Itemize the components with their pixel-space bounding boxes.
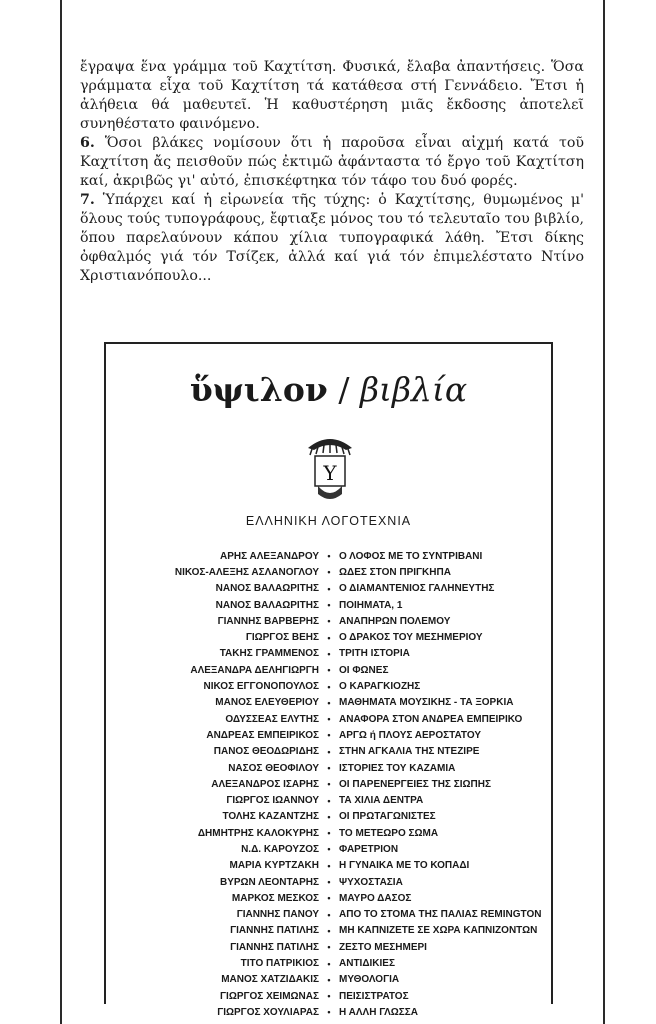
book-row [106, 678, 551, 694]
book-row [106, 711, 551, 727]
publisher-logo-icon [302, 428, 358, 504]
book-author: ΑΡΗΣ ΑΛΕΞΑΝΔΡΟΥ [220, 550, 319, 562]
book-row [106, 581, 551, 597]
bullet-icon: • [327, 828, 331, 839]
book-title: Ο ΔΡΑΚΟΣ ΤΟΥ ΜΕΣΗΜΕΡΙΟΥ [339, 632, 483, 644]
right-margin-rule [603, 0, 605, 1024]
book-row [106, 972, 551, 988]
book-row [106, 744, 551, 760]
bullet-icon: • [327, 583, 331, 594]
bullet-icon: • [327, 844, 331, 855]
book-author: ΓΙΑΝΝΗΣ ΠΑΝΟΥ [236, 909, 319, 921]
book-title: ΤΑ ΧΙΛΙΑ ΔΕΝΤΡΑ [339, 795, 424, 807]
book-author: ΓΙΑΝΝΗΣ ΠΑΤΙΛΗΣ [230, 941, 319, 953]
book-title: Η ΓΥΝΑΙΚΑ ΜΕ ΤΟ ΚΟΠΑΔΙ [339, 860, 470, 872]
book-title: ΣΤΗΝ ΑΓΚΑΛΙΑ ΤΗΣ ΝΤΕΖΙΡΕ [339, 746, 480, 758]
brand-separator: / [338, 370, 350, 409]
book-title: ΜΗ ΚΑΠΝΙΖΕΤΕ ΣΕ ΧΩΡΑ ΚΑΠΝΙΖΟΝΤΩΝ [339, 925, 538, 937]
bullet-icon: • [327, 942, 331, 953]
book-author: ΠΑΝΟΣ ΘΕΟΔΩΡΙΔΗΣ [213, 746, 319, 758]
note-6 [80, 134, 584, 191]
note-text: Ὑπάρχει καί ἡ εἰρωνεία τῆς τύχης: ὁ Καχτίτσης, θυμωμένος μ' ὅλους τούς τυπογράφους, ἔφτιαξε μόνος του τό τελευταῖο του βιβλίο, ὅπου παρελαύνουν κάπου χίλια τυπογραφικά λάθη. Ἔτσι δίκης ὀφθαλμός γιά τόν Τσίζεκ, ἀλλά καί γιά τόν ἐπιμελέστατο Ντίνο Χριστιανόπουλο... [80, 192, 584, 284]
bullet-icon: • [327, 893, 331, 904]
left-margin-rule [60, 0, 62, 1024]
book-row [106, 760, 551, 776]
book-title: ΦΑΡΕΤΡΙΟΝ [339, 843, 399, 855]
bullet-icon: • [327, 925, 331, 936]
book-row [106, 629, 551, 645]
bullet-icon: • [327, 714, 331, 725]
bullet-icon: • [327, 860, 331, 871]
bullet-icon: • [327, 811, 331, 822]
bullet-icon: • [327, 616, 331, 627]
book-author: ΜΑΡΙΑ ΚΥΡΤΖΑΚΗ [229, 860, 319, 872]
book-row [106, 809, 551, 825]
note-number: 7. [80, 192, 95, 208]
book-author: ΑΛΕΞΑΝΔΡΟΣ ΙΣΑΡΗΣ [211, 778, 319, 790]
book-author: ΓΙΩΡΓΟΣ ΧΕΙΜΩΝΑΣ [220, 990, 319, 1002]
book-row [106, 874, 551, 890]
book-author: ΝΑΣΟΣ ΘΕΟΦΙΛΟΥ [228, 762, 319, 774]
brand-subtitle: βιβλία [359, 370, 468, 409]
book-title: ΠΟΙΗΜΑΤΑ, 1 [339, 599, 403, 611]
book-author: ΔΗΜΗΤΡΗΣ ΚΑΛΟΚΥΡΗΣ [197, 827, 319, 839]
book-author: ΓΙΩΡΓΟΣ ΙΩΑΝΝΟΥ [226, 795, 319, 807]
book-row [106, 695, 551, 711]
bullet-icon: • [327, 779, 331, 790]
book-title: Η ΑΛΛΗ ΓΛΩΣΣΑ [339, 1006, 419, 1018]
bullet-icon: • [327, 632, 331, 643]
book-title: ΩΔΕΣ ΣΤΟΝ ΠΡΙΓΚΗΠΑ [339, 566, 451, 578]
book-list [106, 548, 551, 1021]
book-title: ΑΝΤΙΔΙΚΙΕΣ [339, 958, 395, 970]
book-row [106, 923, 551, 939]
book-author: ΤΑΚΗΣ ΓΡΑΜΜΕΝΟΣ [219, 648, 319, 660]
book-row [106, 792, 551, 808]
book-author: ΝΙΚΟΣ ΕΓΓΟΝΟΠΟΥΛΟΣ [203, 681, 319, 693]
book-author: ΑΛΕΞΑΝΔΡΑ ΔΕΛΗΓΙΩΡΓΗ [190, 664, 319, 676]
book-row [106, 907, 551, 923]
book-title: ΜΑΥΡΟ ΔΑΣΟΣ [339, 892, 412, 904]
book-row [106, 890, 551, 906]
book-author: ΤΙΤΟ ΠΑΤΡΙΚΙΟΣ [240, 958, 319, 970]
book-author: ΟΔΥΣΣΕΑΣ ΕΛΥΤΗΣ [225, 713, 319, 725]
publisher-wordmark [106, 370, 551, 409]
book-title: Ο ΔΙΑΜΑΝΤΕΝΙΟΣ ΓΑΛΗΝΕΥΤΗΣ [339, 583, 495, 595]
book-title: ΙΣΤΟΡΙΕΣ ΤΟΥ ΚΑΖΑΜΙΑ [339, 762, 456, 774]
bullet-icon: • [327, 877, 331, 888]
book-author: ΜΑΝΟΣ ΕΛΕΥΘΕΡΙΟΥ [215, 697, 319, 709]
bullet-icon: • [327, 730, 331, 741]
article-text [80, 58, 584, 286]
bullet-icon: • [327, 746, 331, 757]
book-author: ΝΑΝΟΣ ΒΑΛΑΩΡΙΤΗΣ [215, 583, 319, 595]
book-title: ΜΥΘΟΛΟΓΙΑ [339, 974, 400, 986]
book-row [106, 776, 551, 792]
book-title: ΠΕΙΣΙΣΤΡΑΤΟΣ [339, 990, 409, 1002]
book-author: ΒΥΡΩΝ ΛΕΟΝΤΑΡΗΣ [219, 876, 319, 888]
brand-name: ὕψιλον [189, 370, 328, 409]
book-author: ΜΑΝΟΣ ΧΑΤΖΙΔΑΚΙΣ [221, 974, 319, 986]
book-row [106, 955, 551, 971]
book-row [106, 548, 551, 564]
bullet-icon: • [327, 551, 331, 562]
book-title: ΜΑΘΗΜΑΤΑ ΜΟΥΣΙΚΗΣ - ΤΑ ΞΟΡΚΙΑ [339, 697, 514, 709]
book-row [106, 841, 551, 857]
book-row [106, 939, 551, 955]
bullet-icon: • [327, 991, 331, 1002]
book-title: ΟΙ ΠΑΡΕΝΕΡΓΕΙΕΣ ΤΗΣ ΣΙΩΠΗΣ [339, 778, 491, 790]
book-title: ΟΙ ΦΩΝΕΣ [339, 664, 389, 676]
book-title: ΟΙ ΠΡΩΤΑΓΩΝΙΣΤΕΣ [339, 811, 436, 823]
bullet-icon: • [327, 665, 331, 676]
book-author: ΓΙΩΡΓΟΣ ΧΟΥΛΙΑΡΑΣ [217, 1006, 319, 1018]
book-author: ΜΑΡΚΟΣ ΜΕΣΚΟΣ [231, 892, 319, 904]
book-row [106, 564, 551, 580]
book-author: ΓΙΩΡΓΟΣ ΒΕΗΣ [245, 632, 319, 644]
paragraph-5-continued: ἔγραψα ἕνα γράμμα τοῦ Καχτίτση. Φυσικά, ἔλαβα ἀπαντήσεις. Ὅσα γράμματα εἶχα τοῦ Καχτίτση τά κατάθεσα στή Γεννάδειο. Ἔτσι ἡ ἀλήθεια θά μαθευτεῖ. Ἡ καθυστέρηση μιᾶς ἔκδοσης ἀποτελεῖ συνηθέστατο φαινόμενο. [80, 59, 584, 132]
book-author: ΤΟΛΗΣ ΚΑΖΑΝΤΖΗΣ [222, 811, 319, 823]
book-author: ΝΙΚΟΣ-ΑΛΕΞΗΣ ΑΣΛΑΝΟΓΛΟΥ [174, 566, 319, 578]
bullet-icon: • [327, 697, 331, 708]
note-7 [80, 191, 584, 286]
book-row [106, 858, 551, 874]
book-row [106, 597, 551, 613]
bullet-icon: • [327, 795, 331, 806]
bullet-icon: • [327, 909, 331, 920]
book-author: Ν.Δ. ΚΑΡΟΥΖΟΣ [241, 843, 319, 855]
note-number: 6. [80, 135, 95, 151]
book-author: ΓΙΑΝΝΗΣ ΠΑΤΙΛΗΣ [230, 925, 319, 937]
book-title: ΑΡΓΩ ή ΠΛΟΥΣ ΑΕΡΟΣΤΑΤΟΥ [339, 729, 481, 741]
bullet-icon: • [327, 974, 331, 985]
note-text: Ὅσοι βλάκες νομίσουν ὅτι ἡ παροῦσα εἶναι αἰχμή κατά τοῦ Καχτίτση ἄς πεισθοῦν πώς ἐκτιμῶ ἀφάνταστα τό ἔργο τοῦ Καχτίτση καί, ἀκριβῶς γι' αὐτό, ἐπισκέφτηκα τόν τάφο του δυό φορές. [80, 135, 584, 189]
book-row [106, 662, 551, 678]
book-title: ΑΠΟ ΤΟ ΣΤΟΜΑ ΤΗΣ ΠΑΛΙΑΣ REMINGTON [339, 909, 542, 921]
book-title: ΨΥΧΟΣΤΑΣΙΑ [339, 876, 403, 888]
book-title: ΤΡΙΤΗ ΙΣΤΟΡΙΑ [339, 648, 410, 660]
section-heading: ΕΛΛΗΝΙΚΗ ΛΟΓΟΤΕΧΝΙΑ [245, 514, 412, 528]
bullet-icon: • [327, 958, 331, 969]
bullet-icon: • [327, 763, 331, 773]
svg-text:Υ: Υ [323, 461, 337, 485]
publisher-advertisement [104, 342, 553, 1018]
book-author: ΝΑΝΟΣ ΒΑΛΑΩΡΙΤΗΣ [215, 599, 319, 611]
bullet-icon: • [327, 600, 331, 611]
book-row [106, 727, 551, 743]
book-row [106, 646, 551, 662]
book-title: ΑΝΑΦΟΡΑ ΣΤΟΝ ΑΝΔΡΕΑ ΕΜΠΕΙΡΙΚΟ [339, 713, 523, 725]
bullet-icon: • [327, 648, 331, 659]
book-title: Ο ΛΟΦΟΣ ΜΕ ΤΟ ΣΥΝΤΡΙΒΑΝΙ [339, 550, 483, 562]
book-title: ΤΟ ΜΕΤΕΩΡΟ ΣΩΜΑ [339, 827, 439, 839]
bullet-icon: • [327, 1007, 331, 1018]
bullet-icon: • [327, 567, 331, 578]
book-row [106, 988, 551, 1004]
book-title: ΖΕΣΤΟ ΜΕΣΗΜΕΡΙ [339, 941, 427, 953]
book-row [106, 1004, 551, 1020]
book-author: ΓΙΑΝΝΗΣ ΒΑΡΒΕΡΗΣ [217, 615, 319, 627]
bullet-icon: • [327, 681, 331, 692]
book-author: ΑΝΔΡΕΑΣ ΕΜΠΕΙΡΙΚΟΣ [206, 729, 319, 741]
book-title: ΑΝΑΠΗΡΩΝ ΠΟΛΕΜΟΥ [339, 615, 451, 627]
book-title: Ο ΚΑΡΑΓΚΙΟΖΗΣ [339, 681, 421, 693]
book-row [106, 825, 551, 841]
book-row [106, 613, 551, 629]
